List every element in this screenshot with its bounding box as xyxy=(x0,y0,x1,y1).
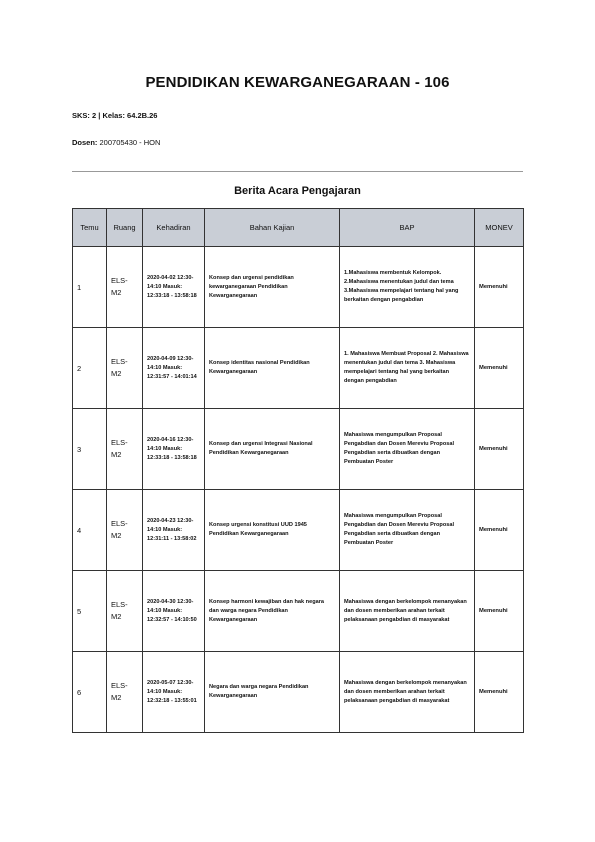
cell-temu: 3 xyxy=(73,409,107,490)
cell-monev: Memenuhi xyxy=(475,490,524,571)
table-row xyxy=(73,247,524,328)
cell-bahan-kajian: Konsep dan urgensi Integrasi Nasional Pendidikan Kewarganegaraan xyxy=(205,409,340,490)
cell-monev: Memenuhi xyxy=(475,328,524,409)
cell-ruang: ELS-M2 xyxy=(107,652,143,733)
cell-temu: 1 xyxy=(73,247,107,328)
cell-bap: 1.Mahasiswa membentuk Kelompok. 2.Mahasiswa menentukan judul dan tema 3.Mahasiswa mempelajari tentang hal yang berkaitan dengan pengabdian xyxy=(340,247,475,328)
divider xyxy=(72,171,523,172)
page-title: PENDIDIKAN KEWARGANEGARAAN - 106 xyxy=(145,74,450,91)
cell-kehadiran: 2020-05-07 12:30-14:10 Masuk: 12:32:18 - 13:55:01 xyxy=(143,652,205,733)
table-header-row xyxy=(73,209,524,247)
cell-bahan-kajian: Konsep identitas nasional Pendidikan Kewarganegaraan xyxy=(205,328,340,409)
header-temu: Temu xyxy=(73,209,107,247)
cell-ruang: ELS-M2 xyxy=(107,571,143,652)
cell-monev: Memenuhi xyxy=(475,652,524,733)
header-monev: MONEV xyxy=(475,209,524,247)
cell-bahan-kajian: Konsep urgensi konstitusi UUD 1945 Pendidikan Kewarganegaraan xyxy=(205,490,340,571)
bap-table xyxy=(72,208,524,733)
cell-kehadiran: 2020-04-02 12:30-14:10 Masuk: 12:33:18 - 13:58:18 xyxy=(143,247,205,328)
cell-ruang: ELS-M2 xyxy=(107,328,143,409)
table-row xyxy=(73,652,524,733)
table-row xyxy=(73,328,524,409)
cell-bahan-kajian: Negara dan warga negara Pendidikan Kewarganegaraan xyxy=(205,652,340,733)
table-row xyxy=(73,409,524,490)
table-row xyxy=(73,571,524,652)
dosen-info xyxy=(72,138,160,147)
cell-ruang: ELS-M2 xyxy=(107,247,143,328)
cell-kehadiran: 2020-04-16 12:30-14:10 Masuk: 12:33:18 - 13:58:18 xyxy=(143,409,205,490)
cell-bap: Mahasiswa mengumpulkan Proposal Pengabdian dan Dosen Mereviu Proposal Pengabdian serta dibuatkan dengan Pembuatan Poster xyxy=(340,490,475,571)
cell-temu: 6 xyxy=(73,652,107,733)
cell-monev: Memenuhi xyxy=(475,409,524,490)
section-title: Berita Acara Pengajaran xyxy=(234,185,361,197)
cell-ruang: ELS-M2 xyxy=(107,409,143,490)
cell-temu: 5 xyxy=(73,571,107,652)
cell-monev: Memenuhi xyxy=(475,247,524,328)
cell-kehadiran: 2020-04-30 12:30-14:10 Masuk: 12:32:57 - 14:10:50 xyxy=(143,571,205,652)
cell-temu: 4 xyxy=(73,490,107,571)
table-row xyxy=(73,490,524,571)
sks-kelas-info: SKS: 2 | Kelas: 64.2B.26 xyxy=(72,111,158,120)
header-ruang: Ruang xyxy=(107,209,143,247)
header-bahan-kajian: Bahan Kajian xyxy=(205,209,340,247)
header-bap: BAP xyxy=(340,209,475,247)
cell-ruang: ELS-M2 xyxy=(107,490,143,571)
cell-bap: Mahasiswa dengan berkelompok menanyakan dan dosen memberikan arahan terkait pelaksanaan pengabdian di masyarakat xyxy=(340,652,475,733)
cell-temu: 2 xyxy=(73,328,107,409)
cell-bahan-kajian: Konsep harmoni kewajiban dan hak negara dan warga negara Pendidikan Kewarganegaraan xyxy=(205,571,340,652)
header-kehadiran: Kehadiran xyxy=(143,209,205,247)
dosen-value: 200705430 - HON xyxy=(99,138,161,147)
cell-bahan-kajian: Konsep dan urgensi pendidikan kewarganegaraan Pendidikan Kewarganegaraan xyxy=(205,247,340,328)
dosen-label: Dosen: xyxy=(72,138,98,147)
cell-bap: 1. Mahasiswa Membuat Proposal 2. Mahasiswa menentukan judul dan tema 3. Mahasiswa mempelajari tentang hal yang berkaitan dengan pengabdian xyxy=(340,328,475,409)
cell-kehadiran: 2020-04-09 12:30-14:10 Masuk: 12:31:57 - 14:01:14 xyxy=(143,328,205,409)
cell-bap: Mahasiswa dengan berkelompok menanyakan dan dosen memberikan arahan terkait pelaksanaan pengabdian di masyarakat xyxy=(340,571,475,652)
cell-bap: Mahasiswa mengumpulkan Proposal Pengabdian dan Dosen Mereviu Proposal Pengabdian serta dibuatkan dengan Pembuatan Poster xyxy=(340,409,475,490)
cell-monev: Memenuhi xyxy=(475,571,524,652)
cell-kehadiran: 2020-04-23 12:30-14:10 Masuk: 12:31:11 - 13:58:02 xyxy=(143,490,205,571)
